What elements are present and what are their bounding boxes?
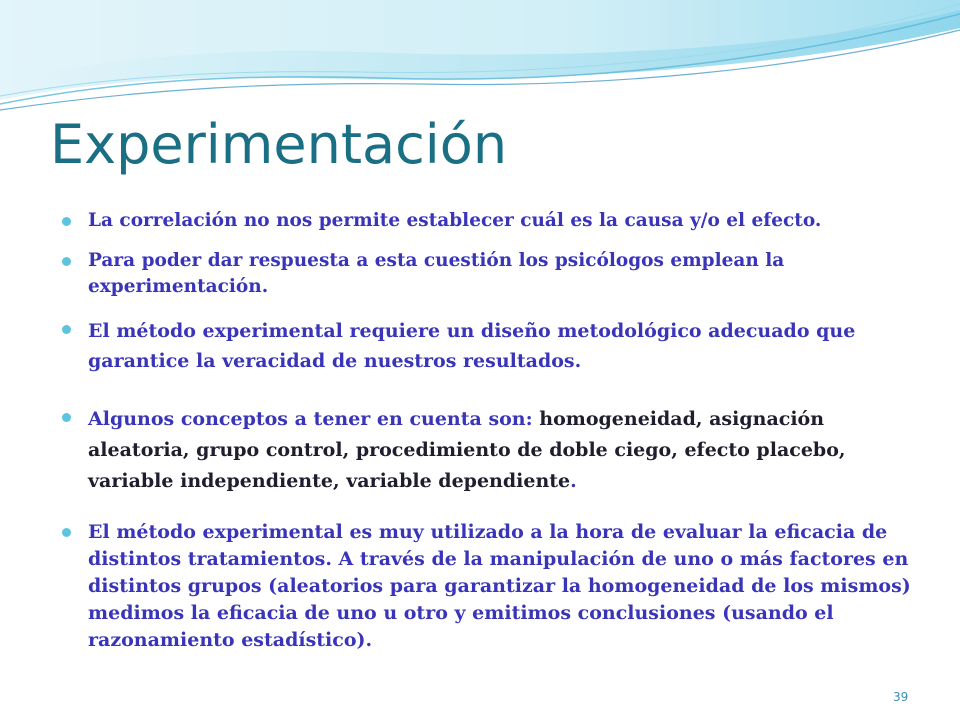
bullet-list	[62, 208, 922, 654]
bullet-text: La correlación no nos permite establecer cuál es la causa y/o el efecto.	[88, 210, 822, 231]
header-wave-decoration	[0, 0, 960, 120]
bullet-dot-icon	[62, 325, 71, 334]
concepts-end: .	[570, 470, 577, 492]
bullet-dot-icon	[62, 413, 71, 422]
concept-term: procedimiento de doble ciego	[355, 439, 672, 461]
concept-term: variable independiente	[88, 470, 333, 492]
concept-term: variable dependiente	[346, 470, 571, 492]
bullet-dot-icon	[62, 257, 71, 266]
bullet-dot-icon	[62, 528, 71, 537]
concept-term: homogeneidad	[539, 408, 696, 430]
slide-title: Experimentación	[50, 113, 508, 176]
concept-term: grupo control	[196, 439, 343, 461]
bullet-item	[62, 519, 922, 654]
concept-term: asignación aleatoria	[88, 408, 825, 461]
bullet-item	[62, 248, 922, 300]
bullet-text: Para poder dar respuesta a esta cuestión los psicólogos emplean la experimentación.	[88, 250, 785, 297]
bullet-text: El método experimental requiere un diseño metodológico adecuado que garantice la veracidad de nuestros resultados.	[88, 320, 856, 372]
concepts-intro: Algunos conceptos a tener en cuenta son:	[88, 408, 540, 430]
concept-term: efecto placebo	[684, 439, 839, 461]
bullet-item	[62, 208, 922, 234]
bullet-dot-icon	[62, 217, 71, 226]
bullet-text: El método experimental es muy utilizado a la hora de evaluar la eficacia de distintos tratamientos. A través de la manipulación de uno o más factores en distintos grupos (aleatorios para garantizar la homogeneidad de los mismos) medimos la eficacia de uno u otro y emitimos conclusiones (usando el razonamiento estadístico).	[88, 521, 911, 651]
page-number: 39	[893, 690, 909, 704]
bullet-item	[62, 316, 922, 376]
bullet-item-concepts: Algunos conceptos a tener en cuenta son: homogeneidad, asignación aleatoria, grupo control, procedimiento de doble ciego, efecto placebo, variable independiente, variable dependiente.	[62, 404, 922, 497]
